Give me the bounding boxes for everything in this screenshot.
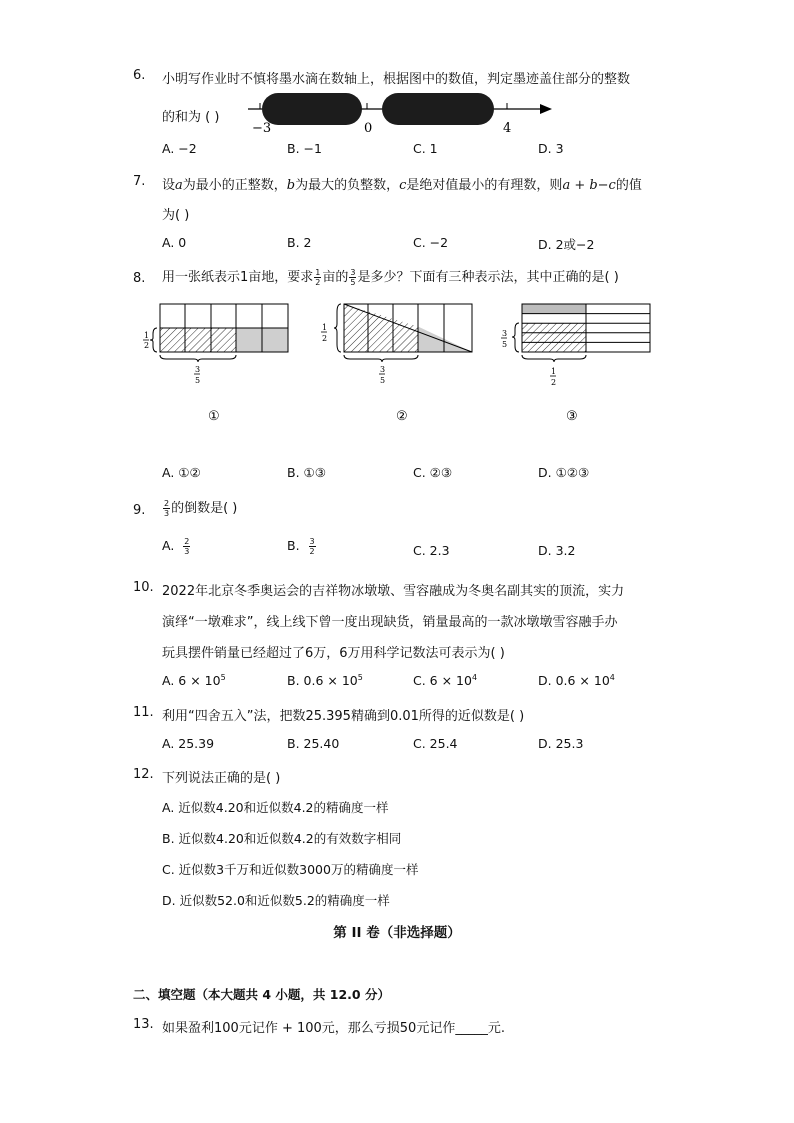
q12-number: 12. (133, 767, 154, 782)
q6-option-c[interactable]: C. 1 (413, 141, 438, 156)
fig2-label: ② (396, 409, 408, 424)
fig2-vfrac-den: 2 (322, 334, 328, 343)
q7-option-b[interactable]: B. 2 (287, 235, 312, 250)
q13-text: 如果盈利100元记作 + 100元，那么亏损50元记作_____元. (162, 1021, 505, 1036)
q8-figure-2 (321, 304, 472, 424)
fig3-hfrac-num: 1 (551, 367, 557, 376)
q12-option-c[interactable]: C. 近似数3千万和近似数3000万的精确度一样 (162, 862, 419, 877)
section2-title: 二、填空题（本大题共 4 小题，共 12.0 分） (133, 987, 390, 1002)
q10-option-c[interactable]: C. $6 \times 10^4$ (413, 673, 478, 689)
q11-option-b[interactable]: B. 25.40 (287, 736, 340, 751)
q11-option-d[interactable]: D. 25.3 (538, 736, 584, 751)
q12-option-a[interactable]: A. 近似数4.20和近似数4.2的精确度一样 (162, 800, 389, 815)
q9-option-a[interactable]: A. $\frac{2}{3}$ (162, 537, 190, 556)
q10-option-a[interactable]: A. $6 \times 10^5$ (162, 673, 226, 689)
fig3-vfrac-den: 5 (502, 340, 508, 349)
q9-option-b[interactable]: B. $\frac{3}{2}$ (287, 537, 315, 556)
q6-number: 6. (133, 68, 146, 83)
q12-text: 下列说法正确的是( ) (162, 771, 281, 786)
q13-number: 13. (133, 1017, 154, 1032)
part2-title: 第 II 卷（非选择题） (333, 925, 461, 941)
q7-option-c[interactable]: C. −2 (413, 235, 449, 250)
q6-text-line2: 的和为 ( ) (162, 110, 220, 125)
q8-number: 8. (133, 271, 146, 286)
q7-number: 7. (133, 174, 146, 189)
q10-number: 10. (133, 580, 154, 595)
q6-option-d[interactable]: D. 3 (538, 141, 564, 156)
fig1-hfrac-num: 3 (195, 365, 201, 374)
fig2-vfrac-num: 1 (322, 323, 328, 332)
fig1-label: ① (208, 409, 220, 424)
q8-figure-1 (143, 304, 288, 424)
q10-option-b[interactable]: B. $0.6 \times 10^5$ (287, 673, 363, 689)
q11-text: 利用“四舍五入”法，把数25.395精确到0.01所得的近似数是( ) (162, 709, 525, 724)
axis-label-4: 4 (503, 121, 512, 136)
q12-option-b[interactable]: B. 近似数4.20和近似数4.2的有效数字相同 (162, 831, 402, 846)
q7-option-a[interactable]: A. 0 (162, 235, 187, 250)
q6-text-line1: 小明写作业时不慎将墨水滴在数轴上，根据图中的数值，判定墨迹盖住部分的整数 (162, 72, 631, 87)
q7-text-line2: 为( ) (162, 208, 190, 223)
q8-option-d[interactable]: D. ①②③ (538, 465, 590, 480)
q10-text-line1: 2022年北京冬季奥运会的吉祥物冰墩墩、雪容融成为冬奥名副其实的顶流，实力 (162, 584, 625, 599)
q11-number: 11. (133, 705, 154, 720)
q9-option-d[interactable]: D. 3.2 (538, 543, 576, 558)
q7-text-line1: 设a为最小的正整数，b为最大的负整数，c是绝对值最小的有理数，则a + b−c的值 (162, 178, 642, 193)
q11-option-c[interactable]: C. 25.4 (413, 736, 458, 751)
fig3-label: ③ (566, 409, 578, 424)
q8-text: 用一张纸表示1亩地，要求 $\frac{1}{2}$ 亩的 $\frac{3}{5}$ 是多少？下面有三种表示法，其中正确的是( ) (162, 268, 619, 287)
q10-text-line2: 演绎“一墩难求”，线上线下曾一度出现缺货，销量最高的一款冰墩墩雪容融手办 (162, 615, 618, 630)
q12-option-d[interactable]: D. 近似数52.0和近似数5.2的精确度一样 (162, 893, 390, 908)
q8-figure-3 (501, 304, 650, 424)
q6-option-b[interactable]: B. −1 (287, 141, 322, 156)
q6-option-a[interactable]: A. −2 (162, 141, 197, 156)
fig3-vfrac-num: 3 (502, 329, 508, 338)
q8-option-b[interactable]: B. ①③ (287, 465, 326, 480)
fig1-vfrac-num: 1 (144, 331, 150, 340)
q8-option-a[interactable]: A. ①② (162, 465, 201, 480)
q8-option-c[interactable]: C. ②③ (413, 465, 453, 480)
fig1-hfrac-den: 5 (195, 376, 201, 385)
q8-figures (138, 296, 678, 426)
ink-blot-right (382, 93, 494, 125)
q6-number-line-figure (240, 88, 560, 136)
axis-label-neg3: −3 (252, 121, 272, 136)
q9-number: 9. (133, 503, 146, 518)
axis-label-0: 0 (364, 121, 373, 136)
q9-text: $\frac{2}{3}$ 的倒数是( ) (164, 499, 238, 518)
fig2-hfrac-den: 5 (380, 376, 386, 385)
fig1-vfrac-den: 2 (144, 341, 150, 350)
q10-text-line3: 玩具摆件销量已经超过了6万，6万用科学记数法可表示为( ) (162, 646, 505, 661)
number-line-arrow (540, 104, 552, 114)
q11-option-a[interactable]: A. 25.39 (162, 736, 215, 751)
q7-option-d[interactable]: D. 2或−2 (538, 237, 595, 252)
q10-option-d[interactable]: D. $0.6 \times 10^4$ (538, 673, 615, 689)
fig3-hfrac-den: 2 (551, 378, 557, 387)
q9-option-c[interactable]: C. 2.3 (413, 543, 450, 558)
fig2-hfrac-num: 3 (380, 365, 386, 374)
ink-blot-left (262, 93, 362, 125)
